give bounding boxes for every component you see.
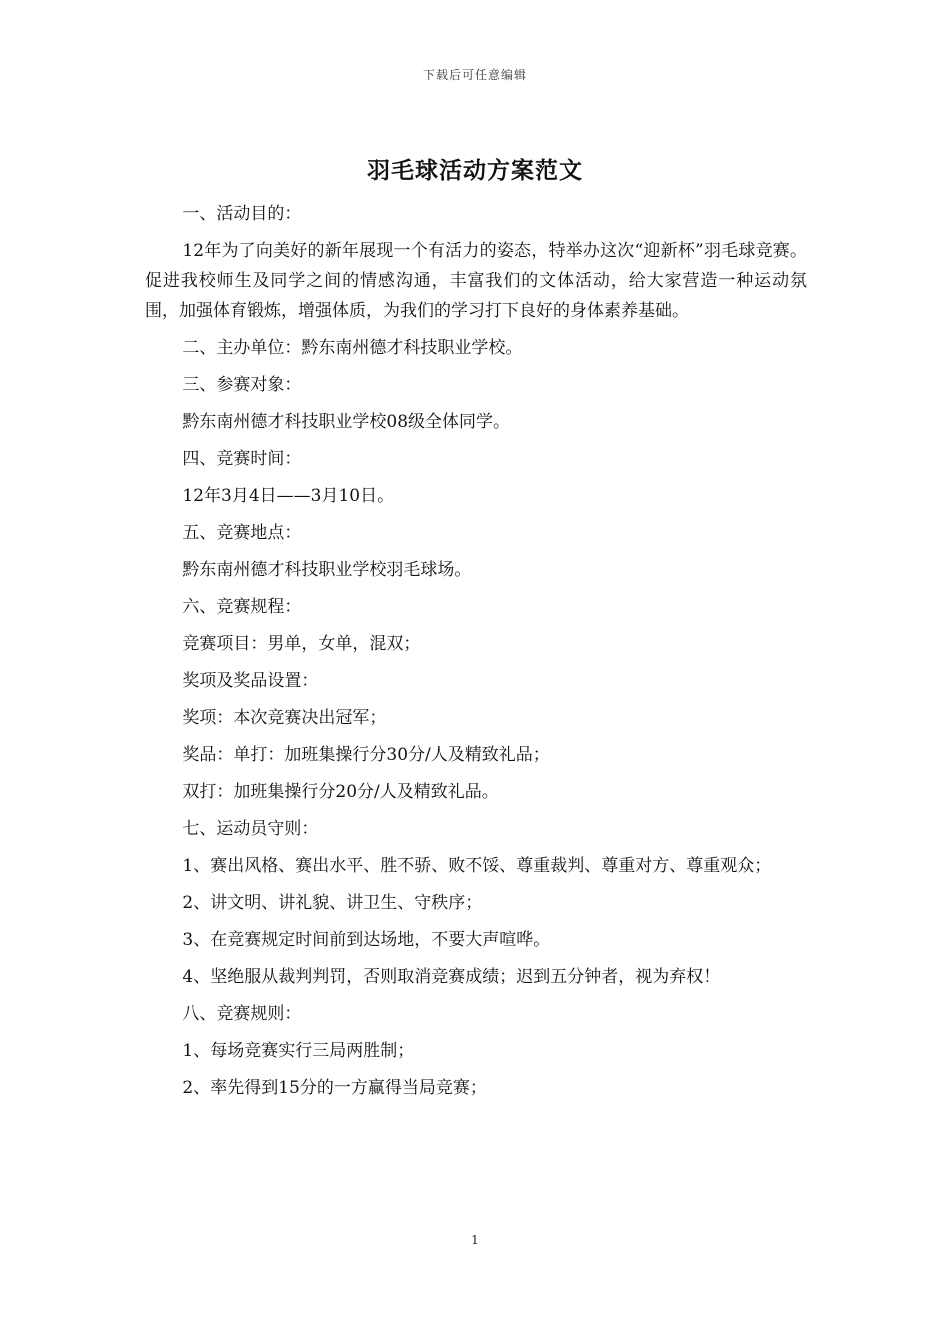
paragraph: 六、竞赛规程： (182, 597, 302, 617)
paragraph: 2、讲文明、讲礼貌、讲卫生、守秩序； (182, 893, 483, 913)
paragraph: 1、赛出风格、赛出水平、胜不骄、败不馁、尊重裁判、尊重对方、尊重观众； (182, 856, 772, 876)
paragraph: 奖项及奖品设置： (182, 671, 319, 691)
paragraph: 黔东南州德才科技职业学校羽毛球场。 (182, 560, 472, 580)
paragraph: 八、竞赛规则： (182, 1004, 302, 1024)
paragraph: 1、每场竞赛实行三局两胜制； (182, 1041, 415, 1061)
paragraph: 二、主办单位：黔东南州德才科技职业学校。 (182, 338, 523, 358)
paragraph: 12年3月4日——3月10日。 (182, 486, 395, 506)
paragraph: 四、竞赛时间： (182, 449, 302, 469)
paragraph: 双打：加班集操行分20分/人及精致礼品。 (182, 782, 499, 802)
page-number: 1 (471, 1233, 479, 1247)
paragraph: 黔东南州德才科技职业学校08级全体同学。 (182, 412, 511, 432)
paragraph: 奖项：本次竞赛决出冠军； (182, 708, 387, 728)
document-body (145, 199, 807, 1110)
paragraph: 奖品：单打：加班集操行分30分/人及精致礼品； (182, 745, 550, 765)
paragraph: 2、率先得到15分的一方赢得当局竞赛； (182, 1078, 487, 1098)
document-title: 羽毛球活动方案范文 (367, 157, 583, 184)
paragraph: 七、运动员守则： (182, 819, 319, 839)
paragraph: 12年为了向美好的新年展现一个有活力的姿态，特举办这次“迎新杯”羽毛球竞赛。促进我校师生及同学之间的情感沟通，丰富我们的文体活动，给大家营造一种运动氛围，加强体育锻炼，增强体质，为我们的学习打下良好的身体素养基础。 (145, 241, 807, 321)
header-note: 下载后可任意编辑 (422, 68, 527, 82)
paragraph: 3、在竞赛规定时间前到达场地，不要大声喧哗。 (182, 930, 551, 950)
paragraph: 一、活动目的： (182, 204, 302, 224)
paragraph: 三、参赛对象： (182, 375, 302, 395)
paragraph: 五、竞赛地点： (182, 523, 302, 543)
paragraph: 竞赛项目：男单，女单，混双； (182, 634, 421, 654)
paragraph: 4、坚绝服从裁判判罚，否则取消竞赛成绩；迟到五分钟者，视为弃权！ (182, 967, 721, 987)
